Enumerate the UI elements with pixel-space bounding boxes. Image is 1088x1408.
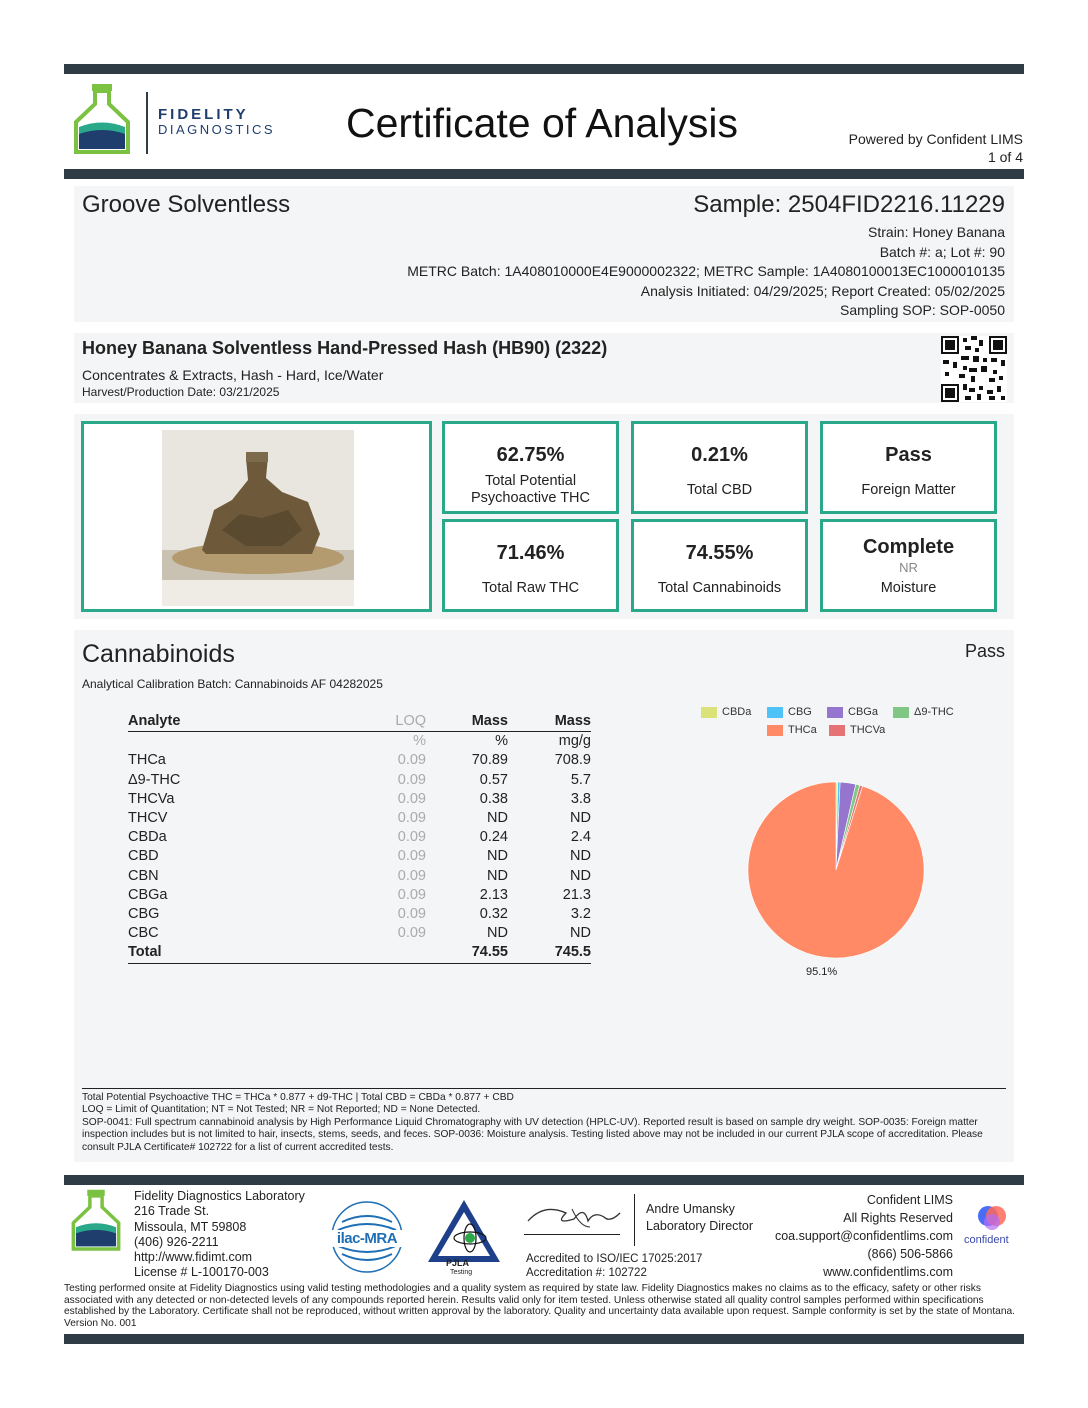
moisture-sub: NR <box>899 560 918 575</box>
mass-mg-cell: 3.8 <box>570 790 591 807</box>
total-thc-value: 62.75% <box>496 444 565 466</box>
total-raw-thc-card <box>442 519 619 612</box>
legend-label: THCa <box>788 724 817 736</box>
legend-item[interactable] <box>767 706 812 718</box>
analyte-cell: Δ9-THC <box>128 771 181 788</box>
legend-swatch <box>893 707 909 718</box>
table-row <box>128 771 591 790</box>
footer-top-bar <box>64 1175 1024 1185</box>
loq-cell: 0.09 <box>397 810 426 827</box>
legend-item[interactable] <box>829 724 885 736</box>
qr-code-icon[interactable] <box>941 336 1007 402</box>
total-row <box>128 943 591 963</box>
legend-label: THCVa <box>850 724 886 736</box>
total-cannabinoids-card <box>631 519 808 612</box>
note-methods: SOP-0041: Full spectrum cannabinoid analysis by High Performance Liquid Chromatography with UV detection (HPLC-UV). Reported result is based on sample dry weight. SOP-0035: Foreign matter inspection includes but is not limited to hair, insects, stems, seeds, and feces. SOP-0036: Moisture analysis. Testing listed above may not be included in our current PJLA scope of accreditation. Please consult PJLA Certificate# 102722 for a list of current accredited tests. <box>82 1116 983 1153</box>
header-bottom-bar <box>64 169 1024 179</box>
header-mass-pct: Mass <box>426 712 508 732</box>
mass-mg-cell: ND <box>570 810 591 827</box>
legend-swatch <box>767 707 783 718</box>
notes-divider <box>82 1088 1006 1089</box>
mass-pct-cell: 0.57 <box>479 771 508 788</box>
product-category: Concentrates & Extracts, Hash - Hard, Ice/Water <box>82 367 384 383</box>
cannabinoids-status: Pass <box>964 641 1005 661</box>
director-block <box>646 1201 753 1235</box>
total-thc-card <box>442 421 619 514</box>
table-row <box>128 751 591 770</box>
confident-logo-icon <box>974 1202 1010 1234</box>
mass-pct-cell: ND <box>487 848 508 865</box>
legend-swatch <box>767 725 783 736</box>
total-loq <box>348 943 426 963</box>
unit-loq: % <box>413 733 426 750</box>
table-row <box>128 886 591 905</box>
moisture-card <box>820 519 997 612</box>
product-name: Honey Banana Solventless Hand-Pressed Hash (HB90) (2322) <box>82 338 608 358</box>
mass-pct-cell: 0.24 <box>479 829 508 846</box>
pjla-text: PJLA <box>446 1258 470 1268</box>
mass-mg-cell: 2.4 <box>570 829 591 846</box>
batch-lot: Batch #: a; Lot #: 90 <box>879 243 1005 260</box>
pie-slice-label: 95.1% <box>806 966 838 978</box>
mass-mg-cell: ND <box>570 925 591 942</box>
lab-name: Fidelity Diagnostics Laboratory <box>134 1189 305 1203</box>
table-row <box>128 847 591 866</box>
table-row <box>128 828 591 847</box>
lab-street: 216 Trade St. <box>134 1204 210 1219</box>
mass-pct-cell: 0.38 <box>479 790 508 807</box>
analyte-cell: CBGa <box>128 886 168 903</box>
confident-rights: All Rights Reserved <box>843 1211 953 1225</box>
mass-mg-cell: ND <box>570 848 591 865</box>
legend-label: Δ9-THC <box>914 706 954 718</box>
legend-swatch <box>827 707 843 718</box>
header-mass-mg: Mass <box>508 712 591 732</box>
legend-item[interactable] <box>701 706 751 718</box>
method-notes <box>82 1092 1006 1154</box>
total-raw-thc-value: 71.46% <box>496 542 565 564</box>
loq-cell: 0.09 <box>397 752 426 769</box>
footer-bottom-bar <box>64 1334 1024 1344</box>
lab-website[interactable]: http://www.fidimt.com <box>134 1250 253 1265</box>
metrc-info: METRC Batch: 1A408010000E4E9000002322; METRC Sample: 1A4080100013EC1000010135 <box>407 263 1005 279</box>
logo-divider <box>146 92 148 154</box>
lab-address <box>134 1189 305 1281</box>
header-loq: LOQ <box>348 712 426 732</box>
page-info: 1 of 4 <box>987 149 1023 165</box>
total-raw-thc-label: Total Raw THC <box>481 580 580 596</box>
confident-logo-text: confident <box>964 1234 1009 1246</box>
total-cbd-card <box>631 421 808 514</box>
table-row <box>128 790 591 809</box>
confident-phone: (866) 506-5866 <box>867 1247 953 1261</box>
accreditation-block <box>526 1252 702 1280</box>
moisture-value: Complete <box>862 536 955 558</box>
analyte-cell: THCa <box>128 752 166 769</box>
confident-block <box>775 1191 953 1281</box>
mass-pct-cell: ND <box>487 925 508 942</box>
legend-swatch <box>829 725 845 736</box>
lab-license: License # L-100170-003 <box>134 1265 269 1280</box>
cannabinoids-table <box>128 712 591 964</box>
signature-line <box>524 1234 620 1235</box>
confident-email[interactable]: coa.support@confidentlims.com <box>774 1229 953 1243</box>
unit-pct: % <box>495 733 508 750</box>
table-row <box>128 905 591 924</box>
top-bar <box>64 64 1024 74</box>
mass-mg-cell: ND <box>570 867 591 884</box>
note-formula: Total Potential Psychoactive THC = THCa * 0.877 + d9-THC | Total CBD = CBDa * 0.877 + CBD <box>82 1092 514 1103</box>
powered-by: Powered by Confident LIMS <box>848 131 1023 147</box>
ilac-mra-text: ilac-MRA <box>330 1230 404 1247</box>
unit-mg: mg/g <box>558 733 591 750</box>
legend-item[interactable] <box>827 706 878 718</box>
total-thc-label: Total Potential Psychoactive THC <box>471 473 590 506</box>
logo-text-fidelity: FIDELITY <box>158 106 249 123</box>
total-pct: 74.55 <box>426 943 508 963</box>
table-row <box>128 924 591 943</box>
loq-cell: 0.09 <box>397 790 426 807</box>
foreign-matter-value: Pass <box>885 444 932 466</box>
signature-divider <box>634 1194 635 1246</box>
lab-phone: (406) 926-2211 <box>134 1234 219 1249</box>
pjla-sub: Testing <box>450 1269 473 1276</box>
director-name: Andre Umansky <box>646 1202 735 1216</box>
table-row <box>128 809 591 828</box>
mass-mg-cell: 21.3 <box>562 886 591 903</box>
loq-cell: 0.09 <box>397 848 426 865</box>
product-photo-frame <box>81 421 432 612</box>
sample-id: Sample: 2504FID2216.11229 <box>693 191 1005 218</box>
analyte-cell: CBN <box>128 867 159 884</box>
client-name: Groove Solventless <box>82 191 291 218</box>
mass-mg-cell: 3.2 <box>570 906 591 923</box>
pjla-logo-icon <box>426 1198 502 1264</box>
loq-cell: 0.09 <box>397 829 426 846</box>
page-title: Certificate of Analysis <box>346 100 738 146</box>
legend-label: CBG <box>788 706 812 718</box>
sampling-sop: Sampling SOP: SOP-0050 <box>840 302 1005 318</box>
header-analyte: Analyte <box>128 712 348 732</box>
analyte-cell: CBD <box>128 848 159 865</box>
mass-mg-cell: 708.9 <box>554 752 591 769</box>
product-photo <box>162 430 354 606</box>
harvest-date: Harvest/Production Date: 03/21/2025 <box>82 385 280 399</box>
mass-pct-cell: ND <box>487 810 508 827</box>
loq-cell: 0.09 <box>397 771 426 788</box>
sample-details <box>407 223 1005 321</box>
analyte-cell: THCVa <box>128 790 175 807</box>
foreign-matter-card <box>820 421 997 514</box>
director-signature <box>524 1197 634 1235</box>
mass-pct-cell: 0.32 <box>479 906 508 923</box>
analyte-cell: THCV <box>128 810 168 827</box>
units-row <box>128 732 591 752</box>
total-cannabinoids-label: Total Cannabinoids <box>657 580 782 596</box>
legend-label: CBDa <box>722 706 752 718</box>
legend-item[interactable] <box>893 706 954 718</box>
cannabinoids-title: Cannabinoids <box>82 640 235 668</box>
loq-cell: 0.09 <box>397 886 426 903</box>
analysis-dates: Analysis Initiated: 04/29/2025; Report Created: 05/02/2025 <box>640 282 1005 299</box>
loq-cell: 0.09 <box>397 906 426 923</box>
analyte-cell: CBG <box>128 906 160 923</box>
calibration-batch: Analytical Calibration Batch: Cannabinoids AF 04282025 <box>82 677 383 691</box>
cannabinoid-pie-chart <box>736 770 936 970</box>
accreditation-number: Accreditation #: 102722 <box>526 1267 647 1279</box>
legend-item[interactable] <box>767 724 817 736</box>
iso-accreditation: Accredited to ISO/IEC 17025:2017 <box>526 1253 703 1265</box>
moisture-label: Moisture <box>880 580 937 596</box>
lab-city: Missoula, MT 59808 <box>134 1219 247 1234</box>
foreign-matter-label: Foreign Matter <box>861 482 956 498</box>
unit-analyte <box>128 732 348 752</box>
total-mg: 745.5 <box>508 943 591 963</box>
fidelity-flask-logo-footer <box>68 1188 124 1256</box>
loq-cell: 0.09 <box>397 925 426 942</box>
fidelity-flask-logo <box>70 82 134 160</box>
disclaimer: Testing performed onsite at Fidelity Diagnostics using valid testing methodologies and a quality system as required by state law. Fidelity Diagnostics makes no claims as to the efficacy, safety or other risks associated with any detected or non-detected levels of any compounds reported herein. Results valid only for item tested. Unless otherwise stated all quality control samples performed within specifications established by the Laboratory. Certificate shall not be reproduced, without written approval by the laboratory. Quality and uncertainty data available upon request. Sample conformity is set by the state of Montana. Version No. 001 <box>64 1283 1015 1329</box>
strain: Strain: Honey Banana <box>868 224 1005 240</box>
mass-pct-cell: 70.89 <box>471 752 508 769</box>
legend-label: CBGa <box>848 706 878 718</box>
mass-pct-cell: 2.13 <box>479 886 508 903</box>
analyte-cell: CBDa <box>128 829 167 846</box>
mass-mg-cell: 5.7 <box>570 771 591 788</box>
analyte-cell: CBC <box>128 925 159 942</box>
legend-swatch <box>701 707 717 718</box>
total-cbd-value: 0.21% <box>691 444 748 466</box>
note-abbreviations: LOQ = Limit of Quantitation; NT = Not Tested; NR = Not Reported; ND = None Detected. <box>82 1104 481 1116</box>
loq-cell: 0.09 <box>397 867 426 884</box>
total-cannabinoids-value: 74.55% <box>685 542 754 564</box>
mass-pct-cell: ND <box>487 867 508 884</box>
pie-slice-thca[interactable] <box>748 782 924 958</box>
table-row <box>128 867 591 886</box>
logo-text-diagnostics: DIAGNOSTICS <box>158 122 276 137</box>
table-header-row <box>128 712 591 732</box>
total-label: Total <box>128 943 348 963</box>
confident-name: Confident LIMS <box>866 1193 953 1207</box>
director-title: Laboratory Director <box>646 1219 753 1233</box>
total-cbd-label: Total CBD <box>686 482 753 498</box>
confident-website[interactable]: www.confidentlims.com <box>823 1265 953 1279</box>
